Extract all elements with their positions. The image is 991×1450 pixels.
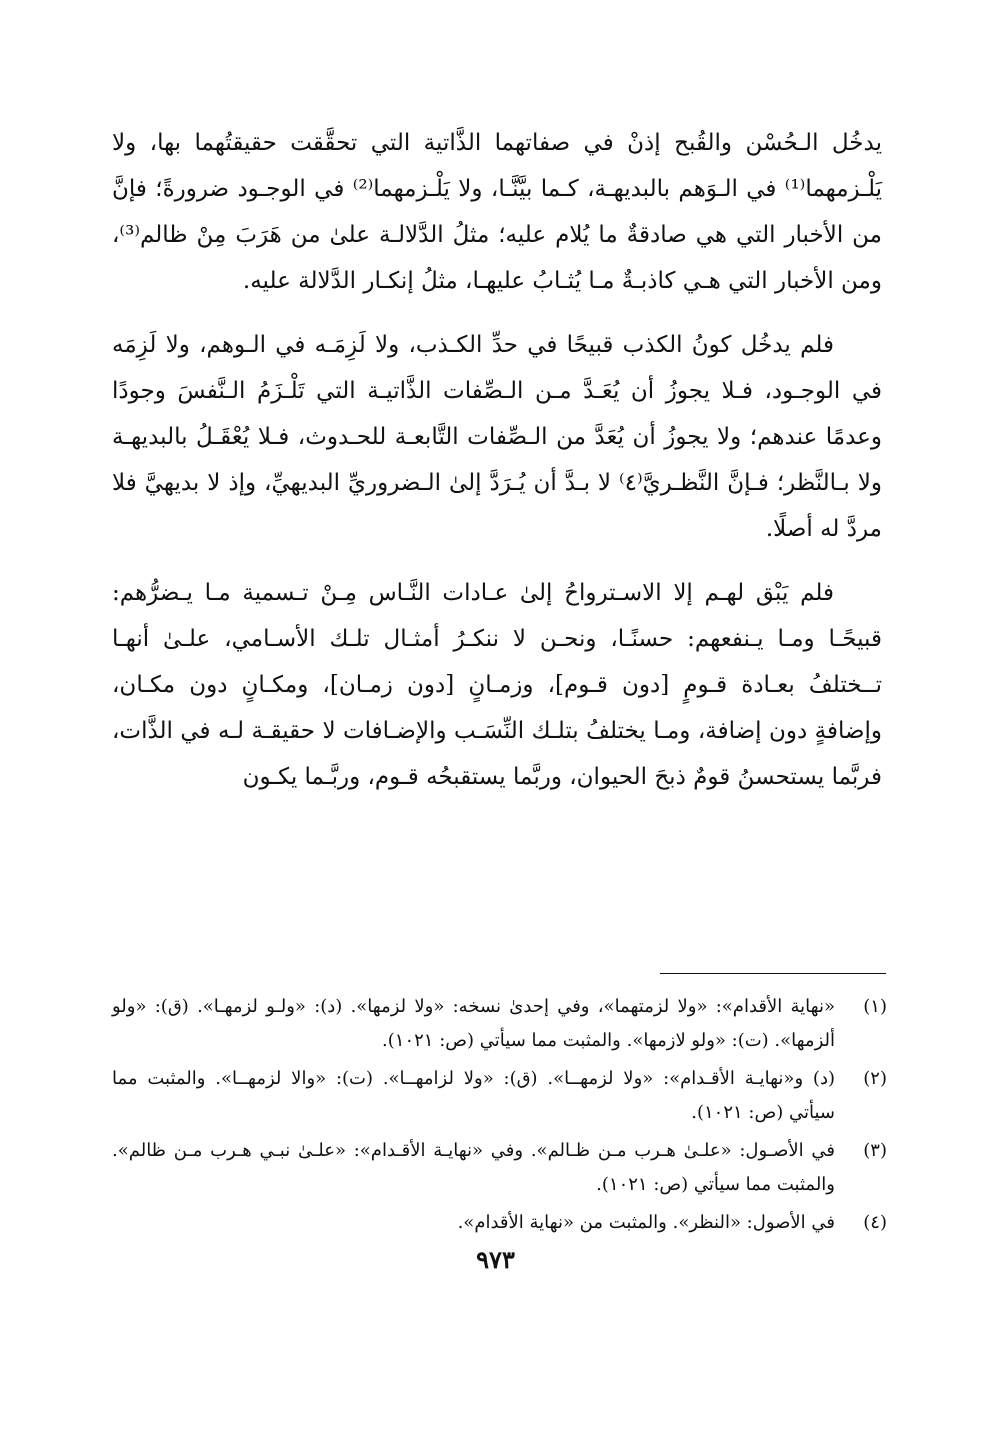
footnote-divider: [660, 973, 886, 974]
footnote-number: (٣): [863, 1140, 887, 1161]
page-number: ٩٧٣: [476, 1245, 515, 1274]
footnote-2: [112, 1062, 887, 1130]
footnote-1: [112, 990, 887, 1058]
footnote-4: [112, 1206, 887, 1240]
footnotes: [112, 990, 887, 1244]
paragraph-1: يدخُل الـحُسْن والقُبح إذنْ في صفاتهما الذَّاتية التي تحقَّقت حقيقتُهما بها، ولا يَلْـزمهما⁽¹⁾ في الـوَهم بالبديهـة، كـما بيَّنَّـا، ولا يَلْـزمهما⁽²⁾ في الوجـود ضرورةً؛ فإنَّ من الأخبار التي هي صادقةٌ ما يُلام عليه؛ مثلُ الدَّلالـة علىٰ من هَرَبَ مِنْ ظالم⁽³⁾، ومن الأخبار التي هـي كاذبـةٌ مـا يُثـابُ عليهـا، مثلُ إنكـار الدَّلالة عليه.: [112, 130, 882, 294]
footnote-number: (٤): [863, 1212, 887, 1233]
footnote-text: (د) و«نهايـة الأقـدام»: «ولا لزمهــا». (ق): «ولا لزامهــا». (ت): «والا لزمهــا». والمثبت مما سيأتي (ص: ١٠٢١).: [112, 1068, 835, 1123]
paragraph-2: فلم يدخُل كونُ الكذب قبيحًا في حدِّ الكـذب، ولا لَزِمَـه في الـوهم، ولا لَزِمَه في الوجـود، فـلا يجوزُ أن يُعَـدَّ مـن الـصِّفات الذَّاتيـة التي تَلْـزَمُ الـنَّفسَ وجودًا وعدمًا عندهم؛ ولا يجوزُ أن يُعَدَّ من الـصِّفات التَّابعـة للحـدوث، فـلا يُعْقَـلُ بالبديهـة ولا بـالنَّظر؛ فـإنَّ النَّظـريَّ⁽٤⁾ لا بـدَّ أن يُـرَدَّ إلىٰ الـضروريِّ البديهيِّ، وإذ لا بديهيَّ فلا مردَّ له أصلًا.: [112, 332, 882, 542]
footnote-number: (٢): [863, 1068, 887, 1089]
paragraph-3: فلم يَبْق لهـم إلا الاسـترواحُ إلىٰ عـادات النَّـاس مِـنْ تـسمية مـا يـضرُّهم: قبيحًـا ومـا يـنفعهم: حسنًـا، ونحـن لا ننكـرُ أمثـال تلـك الأسـامي، علـىٰ أنهـا تــختلفُ بعـادة قـومٍ [دون قـوم]، وزمـانٍ [دون زمـان]، ومكـانٍ دون مكـان، وإضافةٍ دون إضافة، ومـا يختلفُ بتلـك النِّسَـب والإضـافات لا حقيقـة لـه في الذَّات، فربَّما يستحسنُ قومٌ ذبحَ الحيوان، وربَّما يستقبحُه قـوم، وربَّـما يكـون: [112, 580, 882, 790]
footnote-number: (١): [863, 996, 887, 1017]
footnote-3: [112, 1134, 887, 1202]
main-text: [112, 120, 882, 818]
footnote-text: في الأصول: «النظر». والمثبت من «نهاية الأقدام».: [457, 1212, 835, 1233]
footnote-text: في الأصـول: «علـىٰ هـرب مـن ظـالم». وفي «نهايـة الأقـدام»: «علـىٰ نبـي هـرب مـن ظالم». والمثبت مما سيأتي (ص: ١٠٢١).: [112, 1140, 835, 1195]
footnote-text: «نهاية الأقدام»: «ولا لزمتهما»، وفي إحدىٰ نسخه: «ولا لزمها». (د): «ولـو لزمهـا». (ق): «ولو ألزمها». (ت): «ولو لازمها». والمثبت مما سيأتي (ص: ١٠٢١).: [112, 996, 835, 1051]
